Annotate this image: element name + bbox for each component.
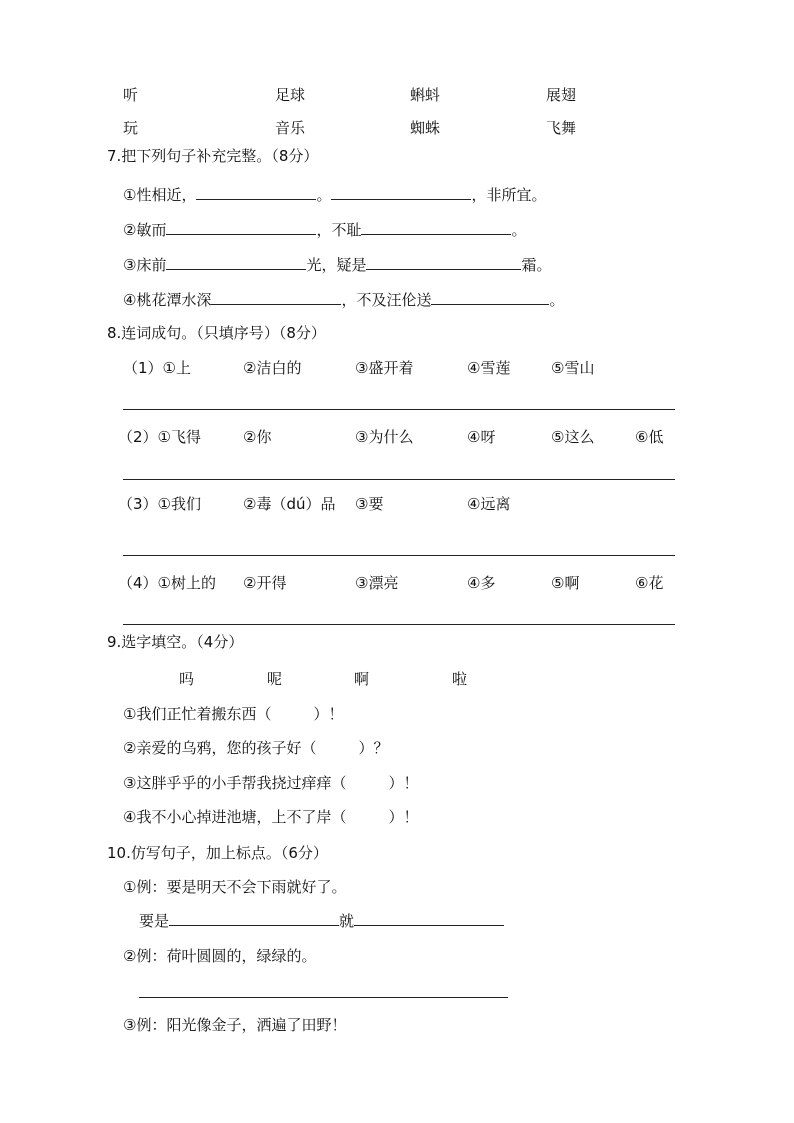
word-zhanchi: 展翅 xyxy=(546,86,577,104)
q8-r3-c2: ②毒（dú）品 xyxy=(243,495,336,513)
q9-option-a: 啊 xyxy=(354,670,370,688)
answer-line[interactable] xyxy=(139,997,508,998)
q8-r3-c3: ③要 xyxy=(355,495,384,513)
q8-r2-c5: ⑤这么 xyxy=(551,428,595,446)
q8-r1-c4: ④雪莲 xyxy=(467,359,511,377)
q8-r2-c3: ③为什么 xyxy=(355,428,414,446)
q8-r1-c5: ⑤雪山 xyxy=(551,359,595,377)
word-zuqiu: 足球 xyxy=(275,86,306,104)
blank[interactable] xyxy=(431,290,549,305)
q8-r2-c6: ⑥低 xyxy=(635,428,664,446)
q8-r2-c2: ②你 xyxy=(243,428,272,446)
word-yinyue: 音乐 xyxy=(275,119,306,137)
q9-title: 9.选字填空。（4分） xyxy=(107,633,244,651)
q10-fill-1: 要是 就 xyxy=(139,911,504,931)
blank[interactable] xyxy=(354,911,504,926)
q8-r1-c1: （1）①上 xyxy=(123,359,191,377)
q9-item-4: ④我不小心掉进池塘，上不了岸（ ）！ xyxy=(123,808,419,826)
q8-r2-c1: （2）①飞得 xyxy=(118,428,201,446)
blank[interactable] xyxy=(196,185,316,200)
q10-title: 10.仿写句子，加上标点。（6分） xyxy=(107,844,328,862)
q8-r4-c2: ②开得 xyxy=(243,574,287,592)
word-wan: 玩 xyxy=(123,119,139,137)
q9-option-ma: 吗 xyxy=(179,670,195,688)
blank[interactable] xyxy=(361,220,511,235)
q7-line-3: ③床前 光，疑是 霜。 xyxy=(123,256,552,274)
word-ting: 听 xyxy=(123,86,139,104)
word-kedou: 蝌蚪 xyxy=(410,86,441,104)
blank[interactable] xyxy=(331,185,471,200)
q7-title: 7.把下列句子补充完整。（8分） xyxy=(107,147,319,165)
q8-r3-c1: （3）①我们 xyxy=(118,495,201,513)
q9-item-1: ①我们正忙着搬东西（ ）！ xyxy=(123,705,344,723)
q8-r1-c2: ②洁白的 xyxy=(243,359,302,377)
q8-r4-c5: ⑤啊 xyxy=(551,574,580,592)
word-zhizhu: 蜘蛛 xyxy=(410,119,441,137)
q8-title: 8.连词成句。（只填序号）（8分） xyxy=(107,324,326,342)
q10-example-1: ①例：要是明天不会下雨就好了。 xyxy=(123,878,347,896)
answer-line[interactable] xyxy=(123,624,675,625)
q8-r4-c1: （4）①树上的 xyxy=(118,574,216,592)
blank[interactable] xyxy=(166,220,316,235)
word-feiwu: 飞舞 xyxy=(546,119,577,137)
answer-line[interactable] xyxy=(123,479,675,480)
blank[interactable] xyxy=(366,255,521,270)
blank[interactable] xyxy=(211,290,341,305)
q9-option-ne: 呢 xyxy=(267,670,283,688)
q8-r1-c3: ③盛开着 xyxy=(355,359,414,377)
q9-option-la: 啦 xyxy=(452,670,468,688)
q10-example-2: ②例：荷叶圆圆的，绿绿的。 xyxy=(123,947,317,965)
q10-example-3: ③例：阳光像金子，洒遍了田野！ xyxy=(123,1016,347,1034)
q7-line-2: ②敏而 ，不耻 。 xyxy=(123,221,527,239)
q8-r4-c6: ⑥花 xyxy=(635,574,664,592)
blank[interactable] xyxy=(166,255,306,270)
q8-r4-c3: ③漂亮 xyxy=(355,574,399,592)
q7-line-4: ④桃花潭水深 ，不及汪伦送 。 xyxy=(123,291,565,309)
q9-item-2: ②亲爱的乌鸦，您的孩子好（ ）？ xyxy=(123,739,389,757)
blank[interactable] xyxy=(169,911,339,926)
q7-line-1: ①性相近， 。 ，非所宜。 xyxy=(123,186,547,204)
q9-item-3: ③这胖乎乎的小手帮我挠过痒痒（ ）！ xyxy=(123,774,419,792)
q8-r2-c4: ④呀 xyxy=(467,428,496,446)
q8-r3-c4: ④远离 xyxy=(467,495,511,513)
answer-line[interactable] xyxy=(123,555,675,556)
answer-line[interactable] xyxy=(123,409,675,410)
q8-r4-c4: ④多 xyxy=(467,574,496,592)
